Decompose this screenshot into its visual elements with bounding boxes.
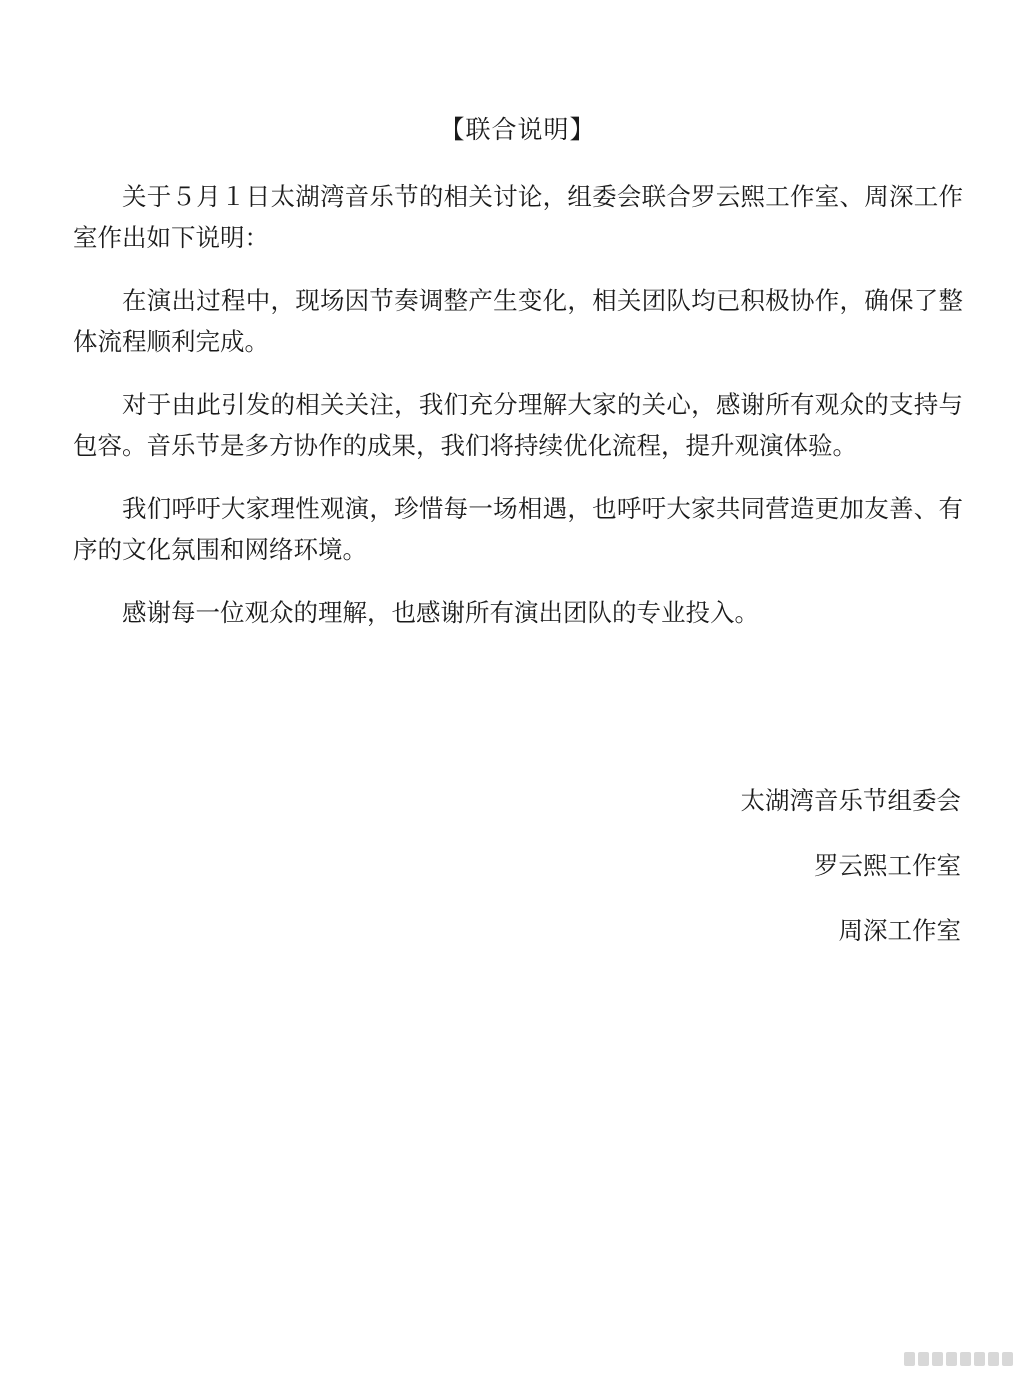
watermark-block-icon bbox=[946, 1352, 957, 1366]
document-body bbox=[73, 176, 963, 655]
document-title: 【联合说明】 bbox=[439, 115, 596, 144]
signature-block bbox=[741, 783, 962, 978]
signature-organizing-committee: 太湖湾音乐节组委会 bbox=[740, 786, 961, 815]
paragraph-closing: 感谢每一位观众的理解，也感谢所有演出团队的专业投入。 bbox=[122, 598, 759, 627]
paragraph-performance: 在演出过程中，现场因节奏调整产生变化，相关团队均已积极协作，确保了整体流程顺利完成。 bbox=[73, 286, 963, 356]
paragraph-thanks-audience: 对于由此引发的相关关注，我们充分理解大家的关心，感谢所有观众的支持与包容。音乐节是多方协作的成果，我们将持续优化流程，提升观演体验。 bbox=[73, 390, 963, 460]
paragraph-appeal: 我们呼吁大家理性观演，珍惜每一场相遇，也呼吁大家共同营造更加友善、有序的文化氛围和网络环境。 bbox=[73, 494, 963, 564]
watermark-block-icon bbox=[932, 1352, 943, 1366]
watermark-block-icon bbox=[960, 1352, 971, 1366]
signature-zhou-shen-studio: 周深工作室 bbox=[838, 916, 961, 945]
watermark-block-icon bbox=[1002, 1352, 1013, 1366]
signature-luo-yunxi-studio: 罗云熙工作室 bbox=[814, 851, 961, 880]
paragraph-intro: 关于５月１日太湖湾音乐节的相关讨论，组委会联合罗云熙工作室、周深工作室作出如下说明： bbox=[73, 182, 963, 252]
watermark-block-icon bbox=[988, 1352, 999, 1366]
watermark-block-icon bbox=[918, 1352, 929, 1366]
watermark-block-icon bbox=[904, 1352, 915, 1366]
watermark-block-icon bbox=[974, 1352, 985, 1366]
watermark-icon bbox=[904, 1352, 1013, 1366]
